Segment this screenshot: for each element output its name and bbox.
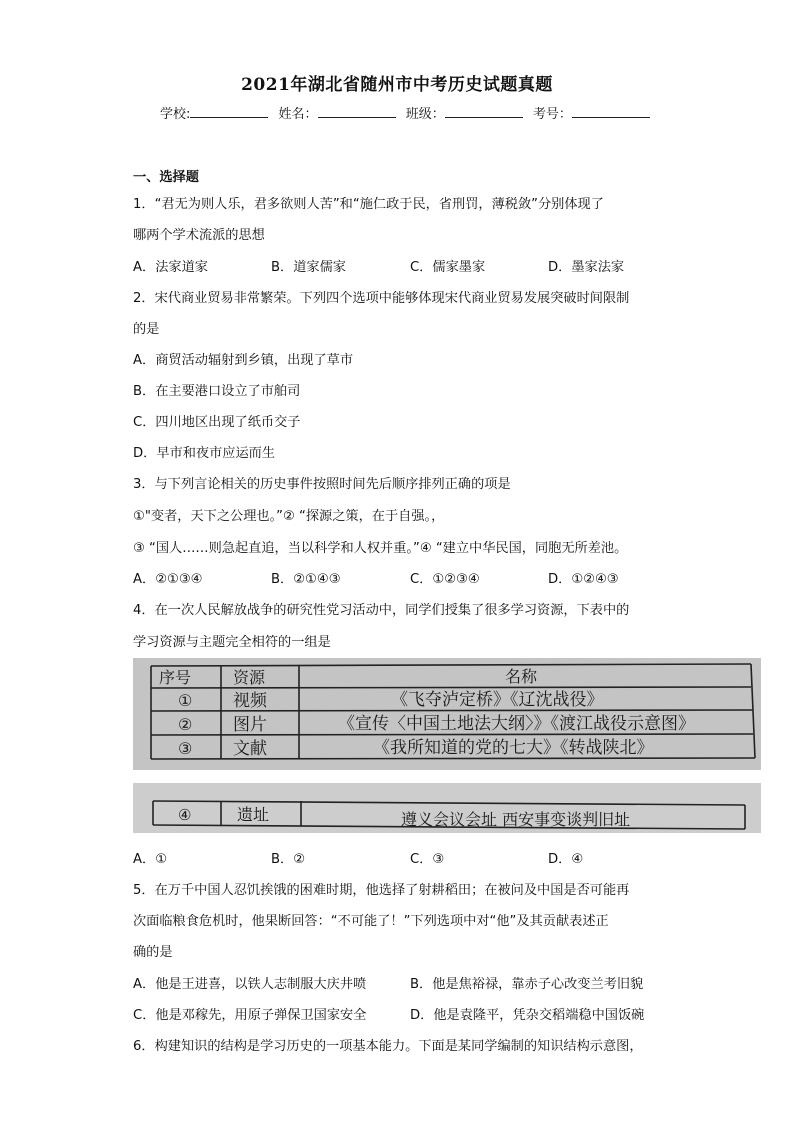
class-blank bbox=[445, 105, 523, 118]
scanned-table-row-image bbox=[133, 783, 761, 833]
table-header-index: 序号 bbox=[159, 668, 192, 687]
table-row-4-resource: 遗址 bbox=[237, 805, 270, 824]
question-4-text: 4．在一次人民解放战争的研究性党习活动中，同学们授集了很多学习资源，下表中的 bbox=[133, 603, 630, 618]
q2-option-b: B．在主要港口设立了市舶司 bbox=[133, 384, 301, 399]
question-2-text-cont: 的是 bbox=[133, 322, 160, 337]
q3-option-b: B．②①④③ bbox=[271, 572, 341, 587]
q4-option-d: D．④ bbox=[548, 852, 584, 867]
q2-option-c: C．四川地区出现了纸币交子 bbox=[133, 415, 301, 430]
page-title: 2021年湖北省随州市中考历史试题真题 bbox=[241, 75, 553, 95]
q4-option-b: B．② bbox=[271, 852, 306, 867]
q4-option-a: A．① bbox=[133, 852, 168, 867]
question-2-text: 2．宋代商业贸易非常繁荣。下列四个选项中能够体现宋代商业贸易发展突破时间限制 bbox=[133, 291, 630, 306]
question-1-text-cont: 哪两个学术流派的思想 bbox=[133, 228, 265, 243]
table-row-1-index: ① bbox=[178, 691, 193, 710]
scanned-table-image bbox=[133, 658, 761, 770]
table-row-4-index: ④ bbox=[178, 806, 192, 824]
section-heading: 一、选择题 bbox=[133, 170, 199, 185]
q3-option-c: C．①②③④ bbox=[410, 572, 480, 587]
table-row-1-resource: 视频 bbox=[233, 691, 267, 711]
q1-option-b: B．道家儒家 bbox=[271, 260, 346, 275]
table-row-1-name: 《飞夺泸定桥》《辽沈战役》 bbox=[391, 690, 604, 710]
table-row-2-index: ② bbox=[178, 715, 193, 734]
question-5-text: 5．在万千中国人忍饥挨饿的困难时期，他选择了射耕稻田；在被问及中国是否可能再 bbox=[133, 883, 630, 898]
q3-option-d: D．①②④③ bbox=[548, 572, 619, 587]
q3-option-a: A．②①③④ bbox=[133, 572, 203, 587]
table-row-2-resource: 图片 bbox=[233, 715, 267, 735]
school-blank bbox=[190, 105, 268, 118]
class-label: 班级： bbox=[405, 107, 445, 122]
school-label: 学校: bbox=[160, 107, 191, 122]
question-5-text-end: 确的是 bbox=[133, 945, 173, 960]
table-header-resource: 资源 bbox=[233, 668, 266, 687]
table-row-3-resource: 文献 bbox=[233, 739, 267, 759]
q4-option-c: C．③ bbox=[410, 852, 445, 867]
table-row-3-index: ③ bbox=[178, 739, 193, 758]
table-header-name: 名称 bbox=[505, 667, 538, 686]
question-3-text: 3．与下列言论相关的历史事件按照时间先后顺序排列正确的项是 bbox=[133, 477, 511, 492]
exam-number-label: 考号： bbox=[532, 107, 572, 122]
table-row-2-name: 《宣传〈中国土地法大纲〉》《渡江战役示意图》 bbox=[338, 714, 695, 734]
q2-option-d: D．早市和夜市应运而生 bbox=[133, 446, 276, 461]
q1-option-d: D．墨家法家 bbox=[548, 260, 625, 275]
q5-option-c: C．他是邓稼先，用原子弹保卫国家安全 bbox=[133, 1008, 367, 1023]
question-1-text: 1．“君无为则人乐，君多欲则人苦”和“施仁政于民，省刑罚，薄税敛”分别体现了 bbox=[133, 197, 604, 212]
table-row-4-name: 遵义会议会址 西安事变谈判旧址 bbox=[401, 810, 631, 829]
q5-option-a: A．他是王进喜，以铁人志制服大庆井喷 bbox=[133, 977, 367, 992]
question-3-quote-2: ③ “国人……则急起直追，当以科学和人权并重。”④ “建立中华民国，同胞无所差池。 bbox=[133, 541, 628, 556]
exam-number-blank bbox=[572, 105, 650, 118]
q1-option-a: A．法家道家 bbox=[133, 260, 208, 275]
question-6-text: 6．构建知识的结构是学习历史的一项基本能力。下面是某同学编制的知识结构示意图， bbox=[133, 1039, 643, 1054]
q1-option-c: C．儒家墨家 bbox=[410, 260, 486, 275]
q2-option-a: A．商贸活动辐射到乡镇，出现了草市 bbox=[133, 353, 354, 368]
q5-option-d: D．他是袁隆平，凭杂交稻端稳中国饭碗 bbox=[410, 1008, 645, 1023]
question-3-quote-1: ①"变者，天下之公理也。”② “探源之策，在于自强。， bbox=[133, 509, 445, 524]
table-row-3-name: 《我所知道的党的七大》《转战陕北》 bbox=[373, 738, 654, 758]
question-5-text-cont: 次面临粮食危机时，他果断回答：“不可能了！”下列选项中对“他”及其贡献表述正 bbox=[133, 914, 609, 929]
q5-option-b: B．他是焦裕禄，靠赤子心改变兰考旧貌 bbox=[410, 977, 644, 992]
question-4-text-cont: 学习资源与主题完全相符的一组是 bbox=[133, 635, 331, 650]
student-info-fields bbox=[160, 103, 656, 122]
name-blank bbox=[318, 105, 396, 118]
name-label: 姓名： bbox=[278, 107, 318, 122]
